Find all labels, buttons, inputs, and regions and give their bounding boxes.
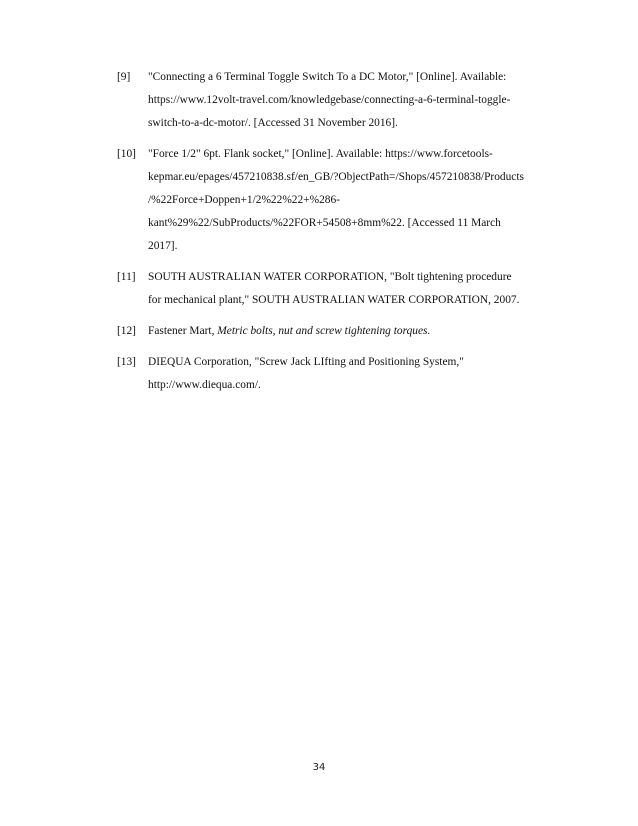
reference-item-12 <box>117 320 547 343</box>
reference-line: "Connecting a 6 Terminal Toggle Switch To a DC Motor," [Online]. Available: <box>148 71 507 83</box>
reference-line: /%22Force+Doppen+1/2%22%22+%286- <box>148 194 340 206</box>
reference-item-9 <box>117 66 547 135</box>
reference-number: [9] <box>117 71 131 83</box>
reference-line: DIEQUA Corporation, "Screw Jack LIfting and Positioning System," <box>148 356 464 368</box>
reference-line: switch-to-a-dc-motor/. [Accessed 31 November 2016]. <box>148 117 398 129</box>
reference-item-13 <box>117 351 547 397</box>
reference-item-11 <box>117 266 547 312</box>
reference-line: kant%29%22/SubProducts/%22FOR+54508+8mm%22. [Accessed 11 March <box>148 217 501 229</box>
reference-line: kepmar.eu/epages/457210838.sf/en_GB/?ObjectPath=/Shops/457210838/Products <box>148 171 524 183</box>
reference-number: [10] <box>117 148 136 160</box>
reference-text <box>148 143 547 258</box>
reference-text <box>148 320 547 343</box>
reference-text <box>148 66 547 135</box>
reference-line <box>148 320 547 343</box>
reference-number: [12] <box>117 325 136 337</box>
reference-author: Fastener Mart, <box>148 325 218 337</box>
reference-title-italic: Metric bolts, nut and screw tightening torques. <box>217 325 431 337</box>
reference-list <box>117 66 547 405</box>
reference-line: 2017]. <box>148 240 178 252</box>
page-number: 34 <box>312 762 326 773</box>
reference-line: "Force 1/2" 6pt. Flank socket," [Online]. Available: https://www.forcetools- <box>148 148 493 160</box>
reference-text <box>148 351 547 397</box>
reference-text <box>148 266 547 312</box>
reference-number: [13] <box>117 356 136 368</box>
reference-line: http://www.diequa.com/. <box>148 379 261 391</box>
reference-line: for mechanical plant," SOUTH AUSTRALIAN WATER CORPORATION, 2007. <box>148 294 520 306</box>
reference-line: https://www.12volt-travel.com/knowledgebase/connecting-a-6-terminal-toggle- <box>148 94 511 106</box>
reference-number: [11] <box>117 271 136 283</box>
reference-line: SOUTH AUSTRALIAN WATER CORPORATION, "Bolt tightening procedure <box>148 271 512 283</box>
reference-item-10 <box>117 143 547 258</box>
